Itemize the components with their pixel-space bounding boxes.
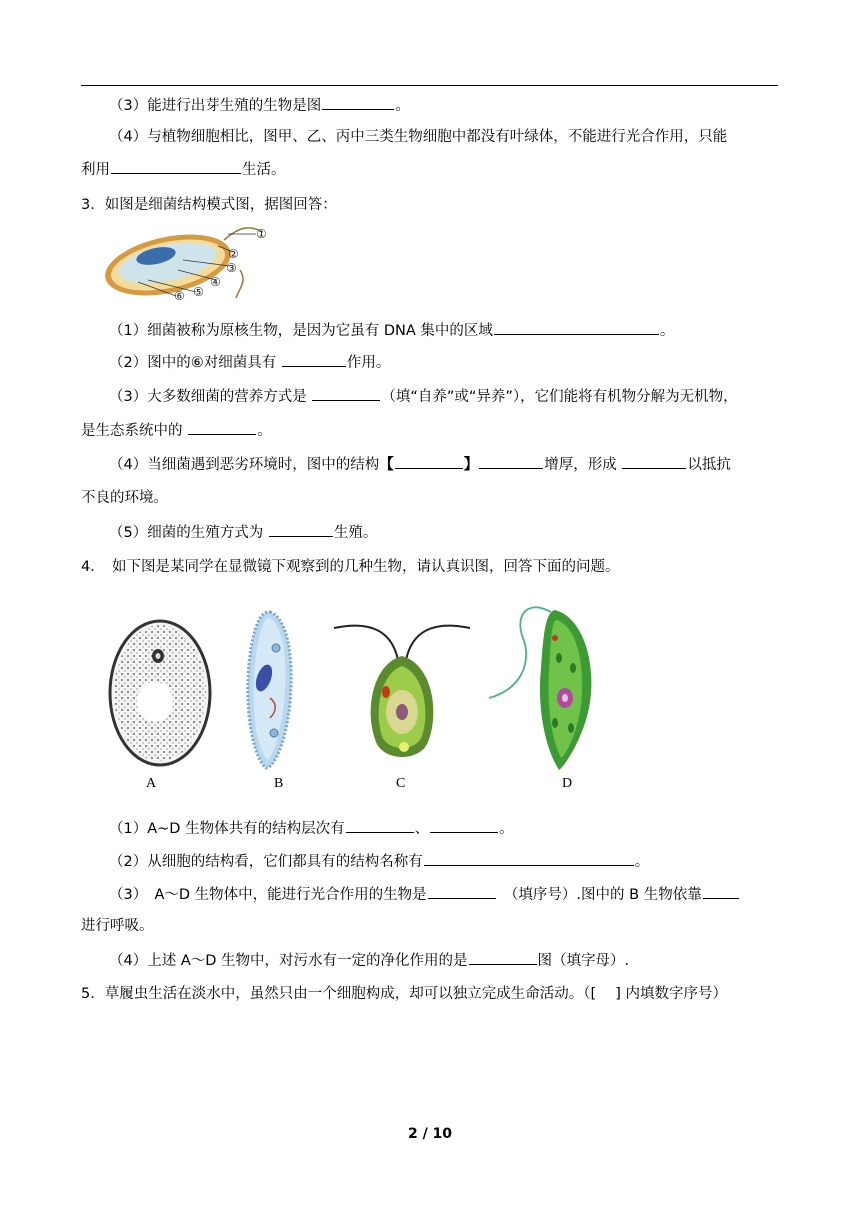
answer-blank[interactable] <box>479 454 543 469</box>
answer-blank[interactable] <box>322 95 394 110</box>
organism-label: D <box>562 776 573 791</box>
answer-blank[interactable] <box>395 454 463 469</box>
question-5-title: 5．草履虫生活在淡水中，虽然只由一个细胞构成，却可以独立完成生命活动。（[ ] 内填数字序号） <box>81 986 728 1002</box>
answer-blank[interactable] <box>622 454 686 469</box>
bacteria-label: ② <box>228 247 239 261</box>
q3-part3-cont: 是生态系统中的 。 <box>81 420 781 441</box>
q4-part2: （2）从细胞的结构看，它们都具有的结构名称有 。 <box>81 851 809 872</box>
answer-blank[interactable] <box>703 884 739 899</box>
q4-part4: （4）上述 A～D 生物中，对污水有一定的净化作用的是 图（填字母）. <box>81 950 809 971</box>
answer-blank[interactable] <box>428 884 496 899</box>
q4-part3-cont: 进行呼吸。 <box>81 918 154 934</box>
answer-blank[interactable] <box>269 522 333 537</box>
bacteria-label: ⑤ <box>193 285 204 299</box>
q3-part2: （2）图中的⑥对细菌具有 作用。 <box>81 352 809 373</box>
answer-blank[interactable] <box>469 950 537 965</box>
q3-part1: （1）细菌被称为原核生物，是因为它虽有 DNA 集中的区域 。 <box>81 320 809 341</box>
organism-c-image <box>332 612 472 772</box>
answer-blank[interactable] <box>282 352 346 367</box>
bacteria-label: ④ <box>210 275 221 289</box>
page-number: 2 / 10 <box>407 1126 453 1142</box>
bacteria-label: ⑥ <box>174 289 185 300</box>
bacteria-label: ③ <box>226 261 237 275</box>
organism-a-image <box>108 618 213 768</box>
answer-blank[interactable] <box>430 818 498 833</box>
bacteria-diagram <box>98 220 283 300</box>
q3-part4: （4）当细菌遇到恶劣环境时，图中的结构【 】 增厚，形成 以抵抗 <box>81 454 809 475</box>
q3-part5: （5）细菌的生殖方式为 生殖。 <box>81 522 809 543</box>
q4-part3: （3） A～D 生物体中，能进行光合作用的生物是 （填序号）.图中的 B 生物依靠 <box>81 884 809 905</box>
answer-blank[interactable] <box>424 851 634 866</box>
organism-label: B <box>274 776 284 791</box>
question-4-title: 4． 如下图是某同学在显微镜下观察到的几种生物，请认真识图，回答下面的问题。 <box>81 559 620 575</box>
question-3-title: 3．如图是细菌结构模式图，据图回答： <box>81 197 337 213</box>
q2-part3: （3）能进行出芽生殖的生物是图 。 <box>81 95 809 116</box>
answer-blank[interactable] <box>494 320 659 335</box>
organism-d-image <box>485 598 620 773</box>
bacteria-label: ① <box>256 227 267 241</box>
answer-blank[interactable] <box>346 818 414 833</box>
organism-label: A <box>146 776 157 791</box>
q3-part3: （3）大多数细菌的营养方式是 （填“自养”或“异养”），它们能将有机物分解为无机物， <box>81 386 809 407</box>
q2-part4: （4）与植物细胞相比，图甲、乙、丙中三类生物细胞中都没有叶绿体，不能进行光合作用，只能 <box>109 129 728 145</box>
organism-b-image <box>240 608 300 773</box>
organism-label: C <box>396 776 406 791</box>
q2-part4-cont: 利用 生活。 <box>81 159 781 180</box>
q3-part4-cont: 不良的环境。 <box>81 490 168 506</box>
header-rule <box>81 85 778 86</box>
answer-blank[interactable] <box>111 159 241 174</box>
answer-blank[interactable] <box>312 386 380 401</box>
q4-part1: （1）A~D 生物体共有的结构层次有 、 。 <box>81 818 809 839</box>
answer-blank[interactable] <box>188 420 256 435</box>
